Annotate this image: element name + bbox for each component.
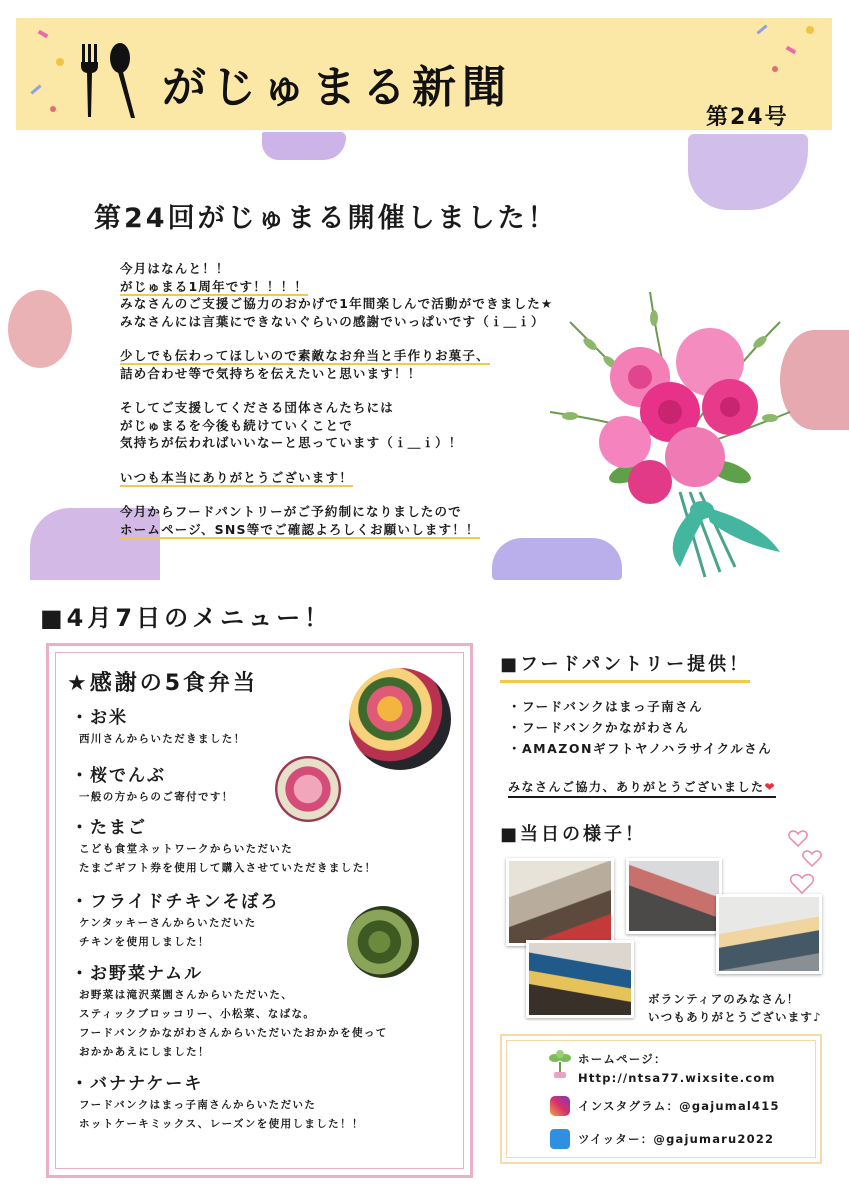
confetti-decoration <box>56 58 64 66</box>
menu-item-desc: フードバンクはまっ子南さんからいただいた <box>79 1099 317 1111</box>
menu-item <box>71 816 377 878</box>
menu-item-name: ・フライドチキンそぼろ <box>71 892 280 912</box>
intro-line: 今月はなんと！！ <box>120 261 230 276</box>
menu-item <box>71 706 246 749</box>
watercolor-decoration <box>262 132 346 160</box>
watercolor-decoration <box>688 134 808 210</box>
intro-text <box>120 260 554 538</box>
pantry-thanks: みなさんご協力、ありがとうございました❤ <box>508 778 776 798</box>
fork-icon <box>81 44 98 117</box>
instagram-link[interactable]: インスタグラム：@gajumal415 <box>578 1099 780 1113</box>
intro-line: 詰め合わせ等で気持ちを伝えたいと思います！！ <box>120 365 422 381</box>
pantry-list <box>508 696 772 759</box>
menu-item-desc: ホットケーキミックス、レーズンを使用しました！！ <box>79 1118 364 1130</box>
event-photo <box>506 858 614 946</box>
event-photo <box>626 858 722 934</box>
confetti-decoration <box>756 24 767 34</box>
menu-box <box>46 643 473 1178</box>
menu-item-desc: お野菜は滝沢菜園さんからいただいた、 <box>79 989 294 1001</box>
menu-item-name: ・バナナケーキ <box>71 1074 204 1094</box>
pantry-item: ・AMAZONギフトヤノハラサイクルさん <box>508 741 773 756</box>
spoon-icon <box>110 43 135 118</box>
plant-icon <box>548 1050 572 1078</box>
event-photo <box>716 894 822 974</box>
menu-item-name: ・お米 <box>71 708 128 728</box>
intro-line: ホームページ、SNS等でご確認よろしくお願いします！！ <box>120 521 480 537</box>
menu-item-desc: ケンタッキーさんからいただいた <box>79 917 257 929</box>
menu-item-name: ・桜でんぶ <box>71 766 166 786</box>
menu-item-desc: スティックブロッコリー、小松菜、なばな。 <box>79 1008 316 1020</box>
event-photo <box>526 940 634 1018</box>
sakura-denbu-photo <box>275 756 341 822</box>
confetti-decoration <box>50 106 56 112</box>
confetti-decoration <box>806 26 814 34</box>
intro-line: いつも本当にありがとうございます！ <box>120 469 353 485</box>
watercolor-decoration <box>8 290 72 368</box>
intro-line: みなさんのご支援ご協力のおかげで1年間楽しんで活動ができました★ <box>120 296 554 311</box>
menu-item <box>71 890 279 952</box>
intro-line: 少しでも伝わってほしいので素敵なお弁当と手作りお菓子、 <box>120 348 490 363</box>
intro-headline: 第24回がじゅまる開催しました！ <box>94 203 558 234</box>
intro-line: がじゅまるを今後も続けていくことで <box>120 417 353 433</box>
confetti-decoration <box>38 30 49 38</box>
pantry-section-title: ■フードパントリー提供！ <box>500 650 750 683</box>
intro-line: がじゅまる1周年です！！！！ <box>120 278 308 294</box>
instagram-icon <box>550 1096 570 1116</box>
homepage-label: ホームページ： <box>578 1052 667 1066</box>
menu-item-desc: たまごギフト券を使用して購入させていただきました！ <box>79 862 377 874</box>
newspaper-title: がじゅまる新聞 <box>162 62 512 113</box>
menu-item-desc: フードバンクかながわさんからいただいたおかかを使って <box>79 1027 388 1039</box>
menu-section-title: ■4月7日のメニュー！ <box>40 604 333 632</box>
menu-item <box>71 1072 364 1134</box>
menu-item-desc: 西川さんからいただきました！ <box>79 733 246 745</box>
menu-item-name: ・お野菜ナムル <box>71 964 204 984</box>
confetti-decoration <box>772 66 778 72</box>
intro-line: みなさんには言葉にできないぐらいの感謝でいっぱいです（ｉ＿ｉ） <box>120 313 545 329</box>
header-banner <box>16 18 832 130</box>
pantry-item: ・フードバンクかながわさん <box>508 720 690 735</box>
menu-item-desc: こども食堂ネットワークからいただいた <box>79 843 294 855</box>
bento-photo <box>349 668 451 770</box>
twitter-icon <box>550 1129 570 1149</box>
pantry-item: ・フードバンクはまっ子南さん <box>508 699 704 714</box>
menu-item-desc: 一般の方からのご寄付です！ <box>79 791 234 803</box>
bento-title: ★感謝の5食弁当 <box>67 671 259 696</box>
intro-line: 気持ちが伝わればいいなーと思っています（ｉ＿ｉ）！ <box>120 435 463 450</box>
photo-caption: ボランティアのみなさん！ いつもありがとうございます♪ <box>648 992 822 1024</box>
intro-line: そしてご支援してくださる団体さんたちには <box>120 400 395 415</box>
menu-item-name: ・たまご <box>71 818 147 838</box>
issue-number: 第24号 <box>706 105 789 130</box>
contact-box <box>500 1034 822 1164</box>
homepage-link[interactable]: Http://ntsa77.wixsite.com <box>578 1071 776 1085</box>
intro-line: 今月からフードパントリーがご予約制になりましたので <box>120 504 462 519</box>
flower-bouquet-illustration <box>530 282 820 582</box>
menu-item <box>71 962 388 1062</box>
hearts-icon <box>780 820 830 900</box>
menu-item <box>71 764 234 807</box>
menu-item-desc: おかかあえにしました！ <box>79 1046 210 1058</box>
cutlery-icon <box>76 40 146 122</box>
confetti-decoration <box>30 84 41 94</box>
heart-icon: ❤ <box>764 780 777 794</box>
confetti-decoration <box>786 46 797 54</box>
twitter-link[interactable]: ツイッター：@gajumaru2022 <box>578 1132 775 1146</box>
menu-item-desc: チキンを使用しました！ <box>79 936 210 948</box>
day-section-title: ■当日の様子！ <box>500 824 647 845</box>
